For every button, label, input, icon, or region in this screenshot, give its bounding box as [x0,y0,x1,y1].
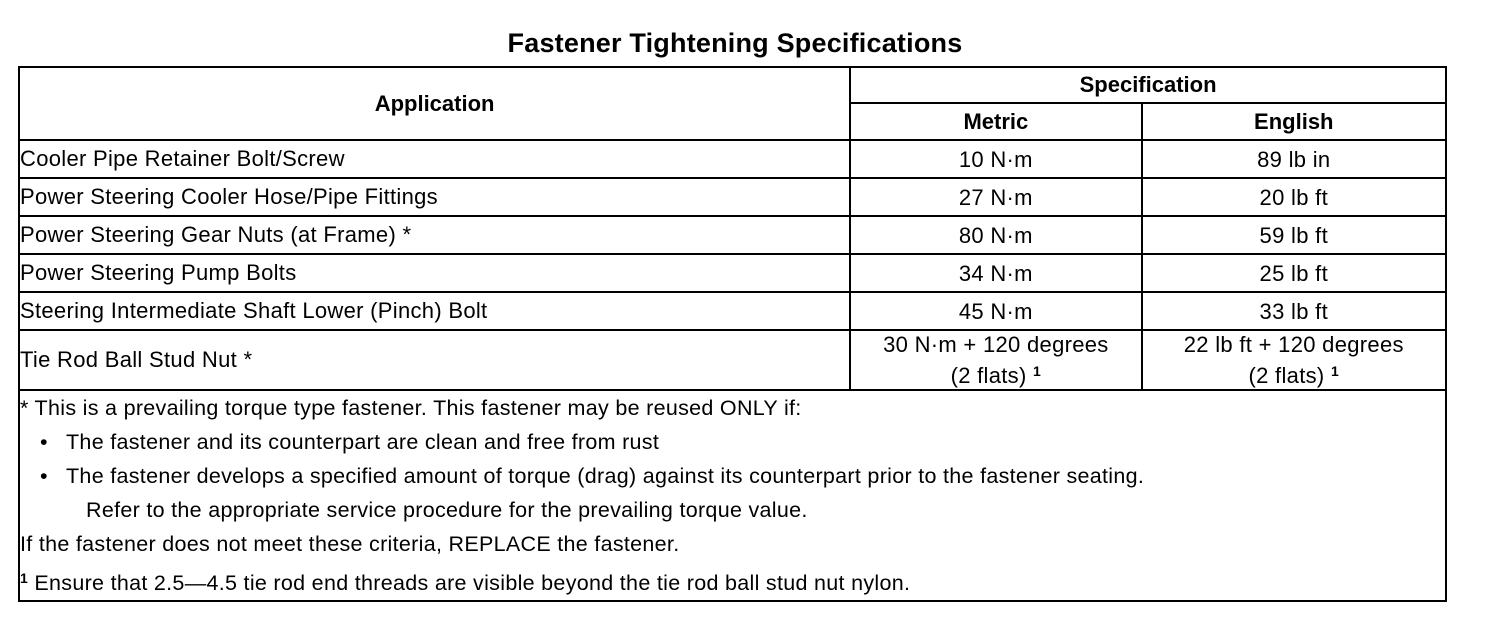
english-line-1: 22 lb ft + 120 degrees [1183,332,1404,357]
header-metric: Metric [850,103,1141,140]
table-row [19,330,1446,390]
metric-cell [850,330,1141,390]
note-bullet-item [20,459,1445,493]
application-cell: Power Steering Gear Nuts (at Frame) * [19,216,850,254]
application-cell: Power Steering Cooler Hose/Pipe Fittings [19,178,850,216]
english-cell: 89 lb in [1142,140,1446,178]
bullet-continuation: Refer to the appropriate service procedure for the prevailing torque value. [86,498,808,522]
footnote-marker: 1 [20,570,29,586]
bullet-icon: • [40,430,48,454]
english-cell: 25 lb ft [1142,254,1446,292]
bullet-text: The fastener and its counterpart are clean and free from rust [66,430,660,454]
fastener-spec-table [18,66,1447,602]
english-cell: 59 lb ft [1142,216,1446,254]
bullet-text: The fastener develops a specified amount of torque (drag) against its counterpart prior to the fastener seating. [66,464,1145,488]
english-line-2: (2 flats) [1248,363,1325,388]
footnote-text: Ensure that 2.5—4.5 tie rod end threads are visible beyond the tie rod ball stud nut nylon. [34,571,911,595]
table-row [19,178,1446,216]
replace-note: If the fastener does not meet these criteria, REPLACE the fastener. [20,532,680,556]
metric-cell: 10 N·m [850,140,1141,178]
application-cell: Steering Intermediate Shaft Lower (Pinch) Bolt [19,292,850,330]
page-title: Fastener Tightening Specifications [507,28,963,58]
table-row [19,292,1446,330]
metric-cell: 45 N·m [850,292,1141,330]
english-cell: 20 lb ft [1142,178,1446,216]
metric-cell: 80 N·m [850,216,1141,254]
metric-line-2: (2 flats) [950,363,1027,388]
footnote-marker: 1 [1330,363,1340,379]
notes-cell [19,390,1446,601]
bullet-icon: • [40,464,48,488]
footnote [20,561,1445,600]
note-bullet-item [20,425,1445,459]
footnote-marker: 1 [1033,363,1042,379]
header-english: English [1142,103,1446,140]
notes-row [19,390,1446,601]
table-row [19,140,1446,178]
application-cell: Power Steering Pump Bolts [19,254,850,292]
header-specification: Specification [850,67,1446,103]
application-cell: Cooler Pipe Retainer Bolt/Screw [19,140,850,178]
english-cell [1142,330,1446,390]
header-application: Application [19,67,850,140]
table-row [19,254,1446,292]
metric-cell: 34 N·m [850,254,1141,292]
table-row [19,216,1446,254]
metric-cell: 27 N·m [850,178,1141,216]
application-cell: Tie Rod Ball Stud Nut * [19,330,850,390]
metric-line-1: 30 N·m + 120 degrees [883,332,1109,357]
prevailing-torque-note: * This is a prevailing torque type fastener. This fastener may be reused ONLY if: [20,396,802,420]
header-row-specification [19,67,1446,103]
english-cell: 33 lb ft [1142,292,1446,330]
